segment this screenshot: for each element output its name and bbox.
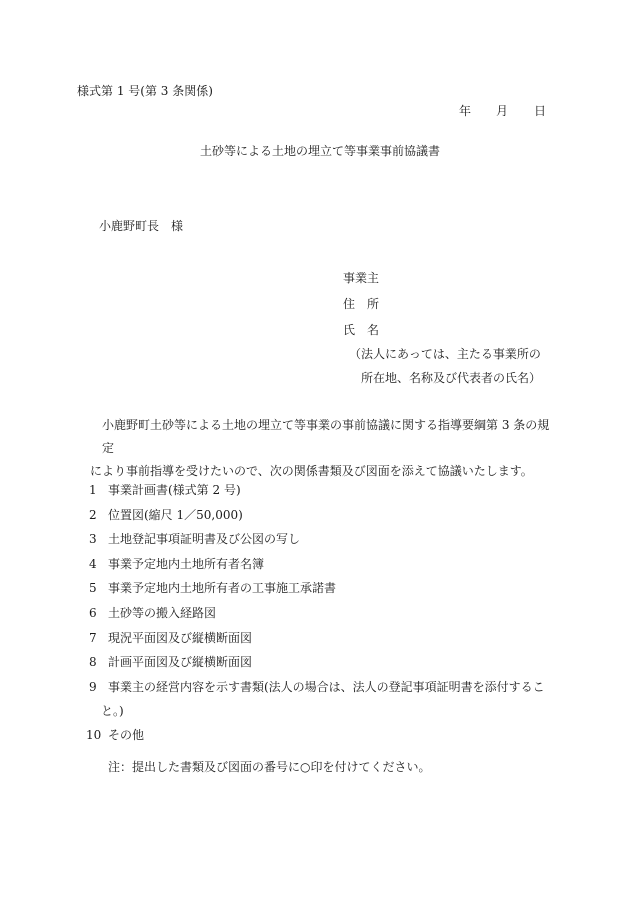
list-item-text: 事業予定地内土地所有者の工事施工承諾書 (108, 581, 337, 596)
list-item-number: 7 (89, 630, 97, 645)
list-item-number: 10 (86, 728, 102, 743)
list-item-number: 3 (89, 532, 97, 547)
list-item (89, 656, 545, 681)
list-item (89, 582, 545, 607)
list-item (89, 509, 545, 534)
list-item-number: 1 (89, 483, 97, 497)
applicant-note-line1: （法人にあっては、主たる事業所の (349, 347, 541, 361)
list-item (89, 632, 545, 657)
list-item (89, 484, 545, 509)
date-line (459, 105, 546, 117)
list-item (89, 533, 545, 558)
date-month: 月 (496, 104, 509, 118)
list-item (89, 607, 545, 632)
addressee: 小鹿野町長 様 (99, 219, 184, 233)
date-year: 年 (459, 104, 472, 118)
applicant-address-label: 住 所 (343, 297, 380, 311)
applicant-note-line2: 所在地、名称及び代表者の氏名） (361, 371, 542, 385)
applicant-name-label: 氏 名 (343, 323, 380, 337)
list-item-number: 9 (89, 679, 97, 694)
list-item (89, 681, 545, 706)
list-item-number: 4 (89, 556, 97, 571)
list-item-text: その他 (108, 728, 145, 743)
list-item (86, 728, 545, 754)
applicant-heading: 事業主 (343, 271, 380, 285)
attachment-list (86, 483, 545, 754)
list-item-number: 6 (89, 605, 97, 620)
list-item-text: 計画平面図及び縦横断面図 (108, 655, 253, 670)
date-day: 日 (534, 104, 547, 118)
applicant-block (343, 272, 379, 350)
body-line-2: により事前指導を受けたいので、次の関係書類及び図面を添えて協議いたします。 (90, 464, 533, 478)
body-line-1: 小鹿野町土砂等による土地の埋立て等事業の事前協議に関する指導要綱第 3 条の規定 (102, 418, 550, 455)
footnote: 注：提出した書類及び図面の番号に○印を付けてください。 (108, 760, 431, 774)
list-item-continuation: と。) (101, 704, 124, 719)
list-item-text: 事業予定地内土地所有者名簿 (108, 556, 265, 571)
list-item-text: 事業計画書(様式第 2 号) (108, 483, 241, 497)
list-item-number: 5 (89, 581, 97, 596)
list-item-text: 土砂等の搬入経路図 (108, 605, 217, 620)
document-title: 土砂等による土地の埋立て等事業事前協議書 (200, 144, 441, 158)
list-item (89, 558, 545, 583)
list-item-text: 位置図(縮尺 1／50,000) (108, 507, 243, 522)
body-paragraph (90, 414, 560, 483)
list-item-text: 事業主の経営内容を示す書類(法人の場合は、法人の登記事項証明書を添付するこ (108, 679, 545, 694)
list-item-number: 8 (89, 655, 97, 670)
list-item-text: 現況平面図及び縦横断面図 (108, 630, 253, 645)
form-number: 様式第 1 号(第 3 条関係) (77, 84, 213, 98)
list-item-text: 土地登記事項証明書及び公図の写し (108, 532, 301, 547)
list-item-number: 2 (89, 507, 97, 522)
